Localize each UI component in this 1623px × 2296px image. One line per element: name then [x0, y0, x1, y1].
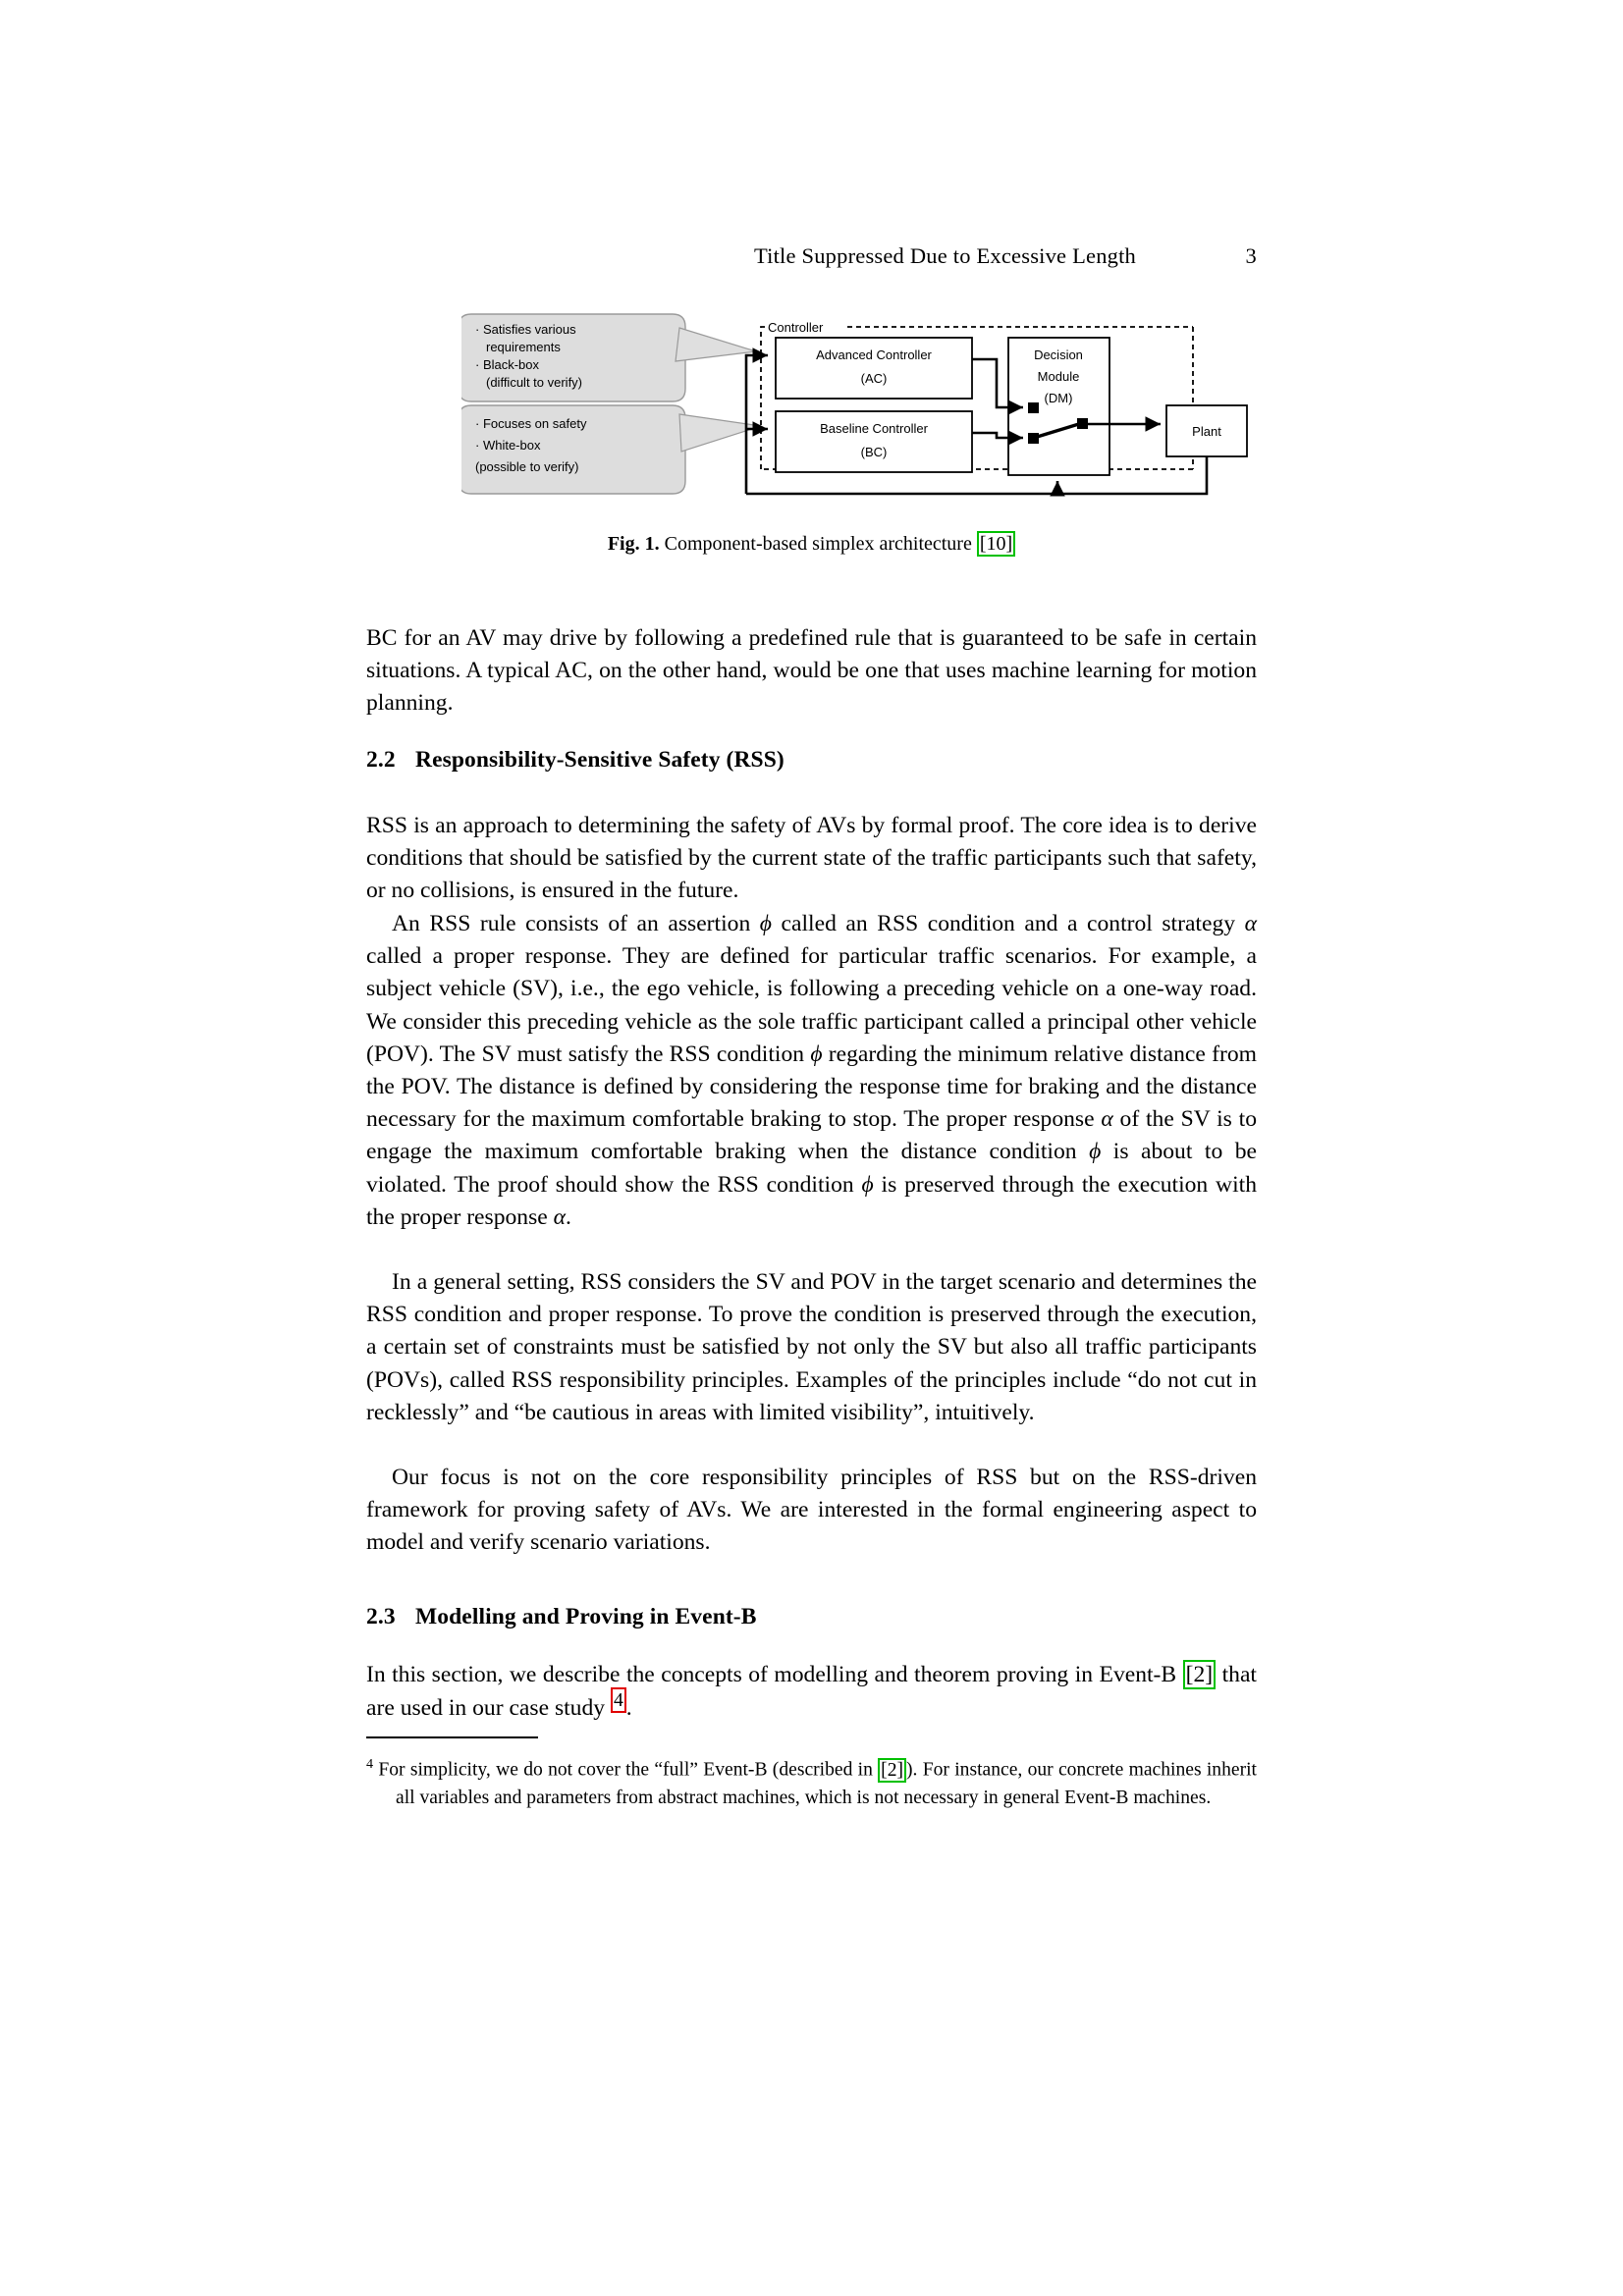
footnote-seg-b: ). For instance, our concrete machines inherit all variables and parameters from abstract machines, which is not necessary in general Event-B machines.: [396, 1759, 1257, 1809]
footnote-marker-ref[interactable]: 4: [611, 1687, 626, 1713]
decision-module-block: [1008, 338, 1109, 475]
paragraph-eventb: [366, 1659, 1257, 1725]
footnote-4: [366, 1750, 1257, 1813]
decision-module-line-1: Decision: [1034, 347, 1083, 362]
callout-1-line-4: (difficult to verify): [486, 375, 583, 390]
eventb-seg-a: In this section, we describe the concepts of modelling and theorem proving in Event-B: [366, 1662, 1183, 1687]
paragraph-bc-text: BC for an AV may drive by following a predefined rule that is guaranteed to be safe in certain situations. A typical AC, on the other hand, would be one that uses machine learning for motion planning.: [366, 625, 1257, 717]
footnote-marker: 4: [366, 1756, 374, 1772]
paragraph-rss-4-text: Our focus is not on the core responsibility principles of RSS but on the RSS-driven framework for proving safety of AVs. We are interested in the formal engineering aspect to model and verify scenario variations.: [366, 1465, 1257, 1556]
paragraph-rss-4: [366, 1462, 1257, 1560]
paragraph-eventb-text: [366, 1659, 1257, 1725]
advanced-controller-title: Advanced Controller: [816, 347, 932, 362]
section-heading-2-2: [366, 747, 1257, 774]
plant-block: [1166, 405, 1247, 456]
advanced-controller-callout: [461, 314, 756, 401]
paragraph-rss-3-text: In a general setting, RSS considers the SV and POV in the target scenario and determines the RSS condition and proper response. To prove the condition is preserved through the execution, a certain set of constraints must be satisfied by not only the SV but also all traffic participants (POVs), called RSS responsibility principles. Examples of the principles include “do not cut in recklessly” and “be cautious in areas with limited visibility”, intuitively.: [366, 1269, 1257, 1425]
rss2-seg-d: regarding the minimum relative distance from the POV. The distance is defined by considering the response time for braking and the distance necessary for the maximum comfortable braking to stop. The proper response: [366, 1041, 1257, 1133]
advanced-controller-block: [776, 338, 972, 399]
paragraph-rss-3: [366, 1266, 1257, 1429]
baseline-controller-callout: [461, 405, 761, 494]
symbol-alpha-1: α: [1244, 911, 1257, 936]
callout-2-line-3: (possible to verify): [475, 459, 579, 474]
symbol-phi-1: ϕ: [759, 911, 772, 936]
advanced-controller-abbrev: (AC): [860, 371, 888, 386]
paragraph-rss-2-text: [366, 908, 1257, 1234]
running-title: Title Suppressed Due to Excessive Length: [754, 243, 1136, 268]
eventb-seg-c: .: [625, 1695, 632, 1722]
citation-2-body[interactable]: [2]: [1183, 1660, 1217, 1689]
footnote-seg-a: For simplicity, we do not cover the “full” Event-B (described in: [378, 1759, 879, 1781]
symbol-phi-3: ϕ: [1089, 1139, 1102, 1165]
baseline-controller-abbrev: (BC): [860, 445, 888, 459]
rss2-seg-c: called a proper response. They are defined for particular traffic scenarios. For example, a subject vehicle (SV), i.e., the ego vehicle, is following a preceding vehicle on a one-way road. We consider this preceding vehicle as the sole traffic participant called a principal other vehicle (POV). The SV must satisfy the RSS condition: [366, 943, 1257, 1067]
rss2-seg-e: of the SV is to engage the maximum comfortable braking when the distance condition: [366, 1106, 1257, 1165]
figure-1-diagram: [461, 312, 1257, 518]
figure-caption: [366, 533, 1257, 556]
section-number-2-3: 2.3: [366, 1604, 396, 1629]
symbol-alpha-3: α: [553, 1203, 567, 1230]
paragraph-bc: [366, 622, 1257, 721]
footnote-4-body: [366, 1750, 1257, 1813]
citation-10[interactable]: [10]: [977, 531, 1015, 557]
section-title-2-2: Responsibility-Sensitive Safety (RSS): [415, 747, 784, 773]
baseline-controller-block: [776, 411, 972, 472]
callout-2-line-2: · White-box: [475, 438, 541, 453]
rss2-seg-b: called an RSS condition and a control strategy: [772, 911, 1245, 936]
figure-caption-text: Component-based simplex architecture: [664, 533, 972, 555]
rss2-seg-g: is preserved through the execution with the proper response: [366, 1171, 1257, 1230]
rss2-seg-a: An RSS rule consists of an assertion: [392, 911, 760, 936]
callout-1-line-1: · Satisfies various: [475, 322, 576, 337]
symbol-phi-4: ϕ: [861, 1171, 874, 1198]
section-title-2-3: Modelling and Proving in Event-B: [415, 1604, 757, 1629]
citation-2-footnote[interactable]: [2]: [878, 1758, 906, 1783]
callout-1-line-3: · Black-box: [475, 357, 540, 372]
page-header: [366, 243, 1257, 269]
footnote-separator: [366, 1736, 538, 1738]
section-number-2-2: 2.2: [366, 747, 396, 773]
symbol-phi-2: ϕ: [810, 1041, 823, 1067]
callout-1-line-2: requirements: [486, 340, 561, 354]
figure-label: Fig. 1.: [607, 533, 660, 555]
paragraph-rss-1: [366, 810, 1257, 908]
eventb-seg-b: that are used in our case study: [366, 1662, 1257, 1722]
rss2-seg-f: is about to be violated. The proof should show the RSS condition: [366, 1139, 1257, 1198]
page-number: 3: [1245, 243, 1257, 268]
rss2-seg-h: .: [566, 1203, 571, 1230]
decision-module-line-2: Module: [1037, 369, 1080, 384]
plant-label: Plant: [1192, 424, 1221, 439]
decision-module-line-3: (DM): [1044, 391, 1073, 405]
baseline-controller-title: Baseline Controller: [820, 421, 928, 436]
callout-2-line-1: · Focuses on safety: [475, 416, 587, 431]
paragraph-rss-2: [366, 908, 1257, 1234]
section-heading-2-3: [366, 1604, 1257, 1630]
symbol-alpha-2: α: [1101, 1106, 1113, 1133]
controller-label: Controller: [768, 320, 824, 335]
paragraph-rss-1-text: RSS is an approach to determining the safety of AVs by formal proof. The core idea is to derive conditions that should be satisfied by the current state of the traffic participants such that safety, or no collisions, is ensured in the future.: [366, 813, 1257, 904]
